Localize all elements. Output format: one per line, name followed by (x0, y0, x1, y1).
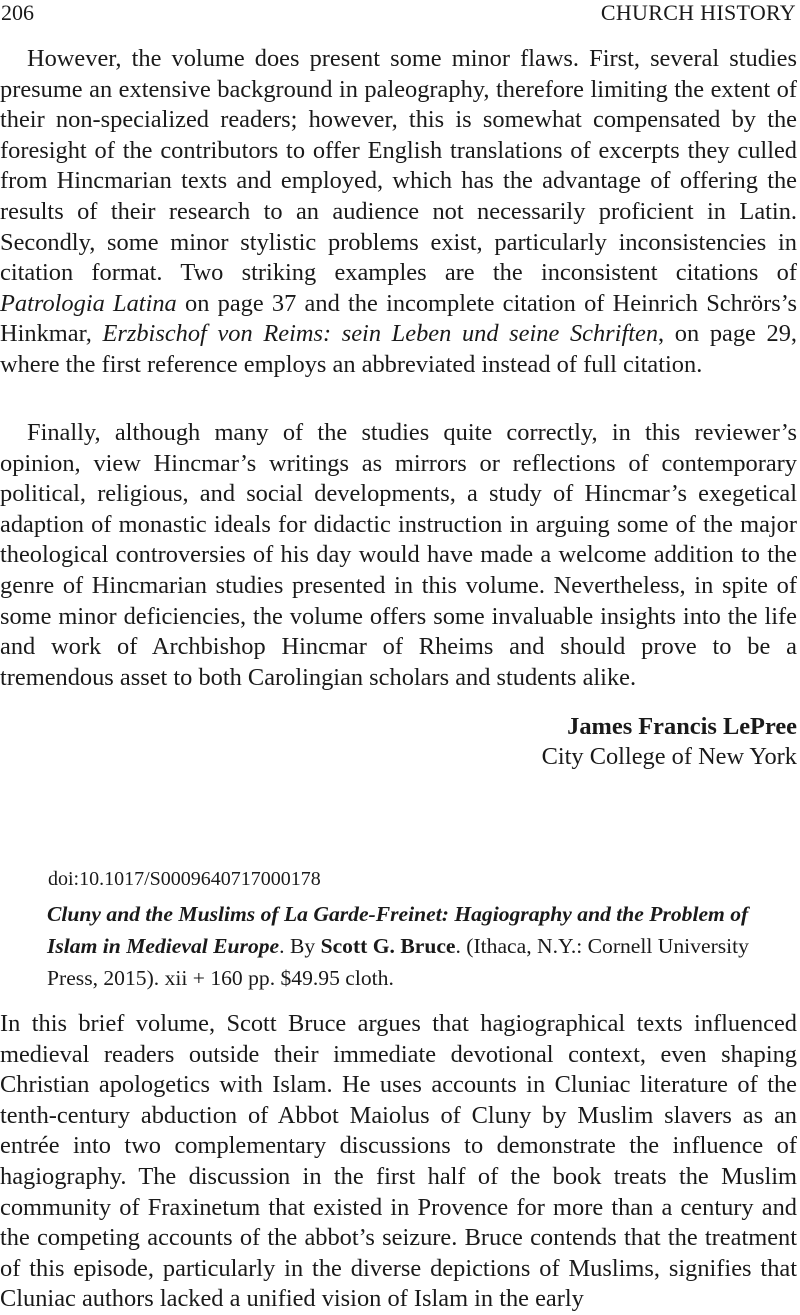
publication-details: . (Ithaca, N.Y.: Cornell University Press, 2015). xii + 160 pp. $49.95 cloth. (47, 934, 749, 990)
italic-title: Erzbischof von Reims: sein Leben und seine Schriften (102, 320, 659, 348)
reviewer-institution: City College of New York (541, 743, 797, 770)
paragraph-text: , on page 29, where the first reference employs an abbreviated instead of full citation. (0, 320, 798, 378)
review-paragraph-conclusion: Finally, although many of the studies quite correctly, in this reviewer’s opinion, view Hincmar’s writings as mirrors or reflections of contemporary political, religious, and social developments, a study of Hincmar’s exegetical adaption of monastic ideals for didactic instruction in arguing some of the major theological controversies of his day would have made a welcome addition to the genre of Hincmarian studies presented in this volume. Nevertheless, in spite of some minor deficiencies, the volume offers some invaluable insights into the life and work of Archbishop Hincmar of Rheims and should prove to be a tremendous asset to both Carolingian scholars and students alike. (0, 419, 797, 691)
italic-title: Patrologia Latina (0, 289, 177, 317)
page-number: 206 (1, 0, 34, 25)
citation-connector: . By (279, 934, 321, 958)
review-paragraph-intro: In this brief volume, Scott Bruce argues that hagiographical texts influenced medieval readers outside their immediate devotional context, even shaping Christian apologetics with Islam. He uses accounts in Cluniac literature of the tenth-century abduction of Abbot Maiolus of Cluny by Muslim slavers as an entrée into two complementary discussions to demonstrate the influence of hagiography. The discussion in the first half of the book treats the Muslim community of Fraxinetum that existed in Provence for more than a century and the competing accounts of the abbot’s seizure. Bruce contends that the treatment of this episode, particularly in the diverse depictions of Muslims, signifies that Cluniac authors lacked a unified vision of Islam in the early (0, 1010, 797, 1313)
reviewer-name: James Francis LePree (567, 713, 797, 740)
journal-title: CHURCH HISTORY (600, 0, 796, 25)
book-citation (47, 898, 767, 994)
review-paragraph-flaws (0, 44, 797, 381)
book-author: Scott G. Bruce (320, 934, 456, 958)
review-doi: doi:10.1017/S0009640717000178 (48, 868, 321, 890)
paragraph-text: However, the volume does present some minor flaws. First, several studies presume an extensive background in paleography, therefore limiting the extent of their non-specialized readers; however, this is somewhat compensated by the foresight of the contributors to offer English translations of excerpts they culled from Hincmarian texts and employed, which has the advantage of offering the results of their research to an audience not necessarily proficient in Latin. Secondly, some minor stylistic problems exist, particularly inconsistencies in citation format. Two striking examples are the inconsistent citations of (0, 45, 797, 287)
paragraph-text: on page 37 and the incomplete citation of Heinrich Schrörs’s Hinkmar, (0, 289, 798, 348)
book-title: Cluny and the Muslims of La Garde-Freinet: Hagiography and the Problem of Islam in Medieval Europe (47, 902, 749, 958)
running-head (0, 0, 800, 26)
